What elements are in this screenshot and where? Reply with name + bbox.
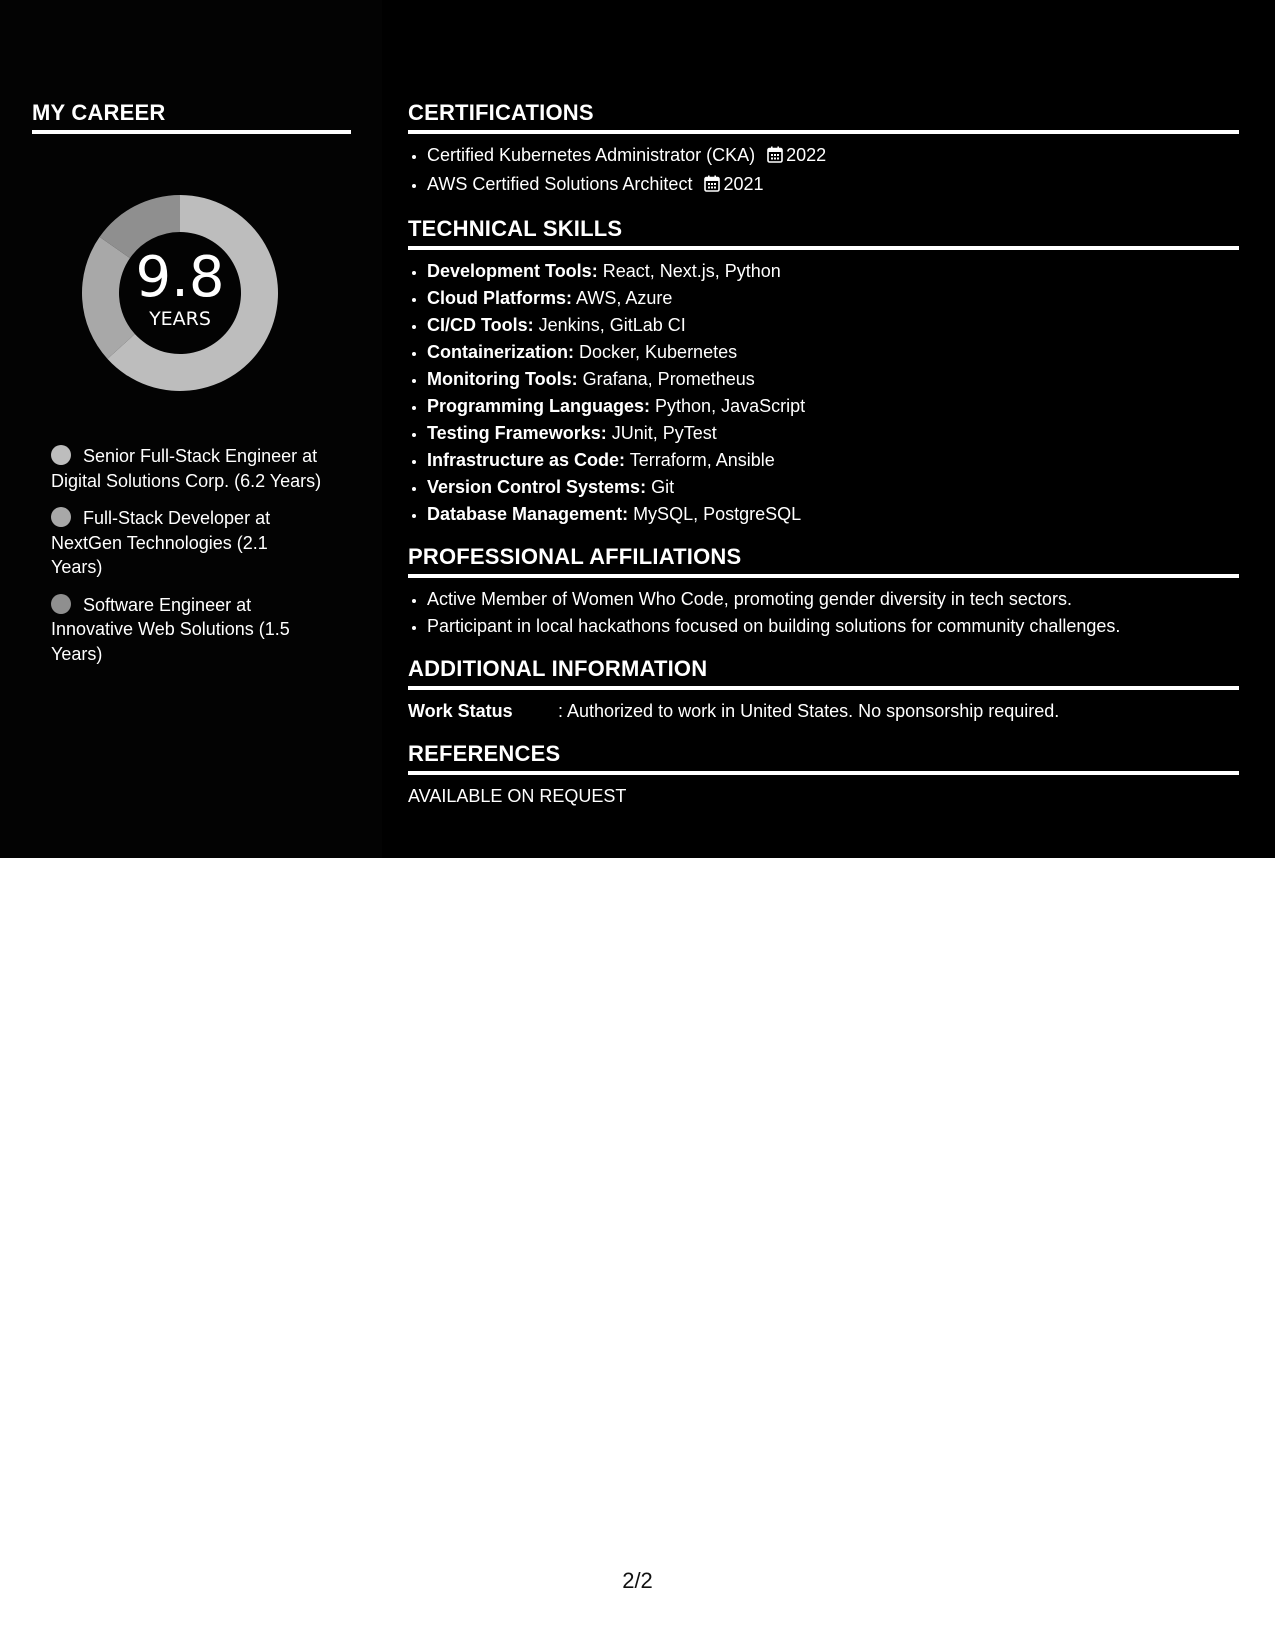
role-text: Software Engineer at Innovative Web Solutions (1.5 Years) [51,594,290,664]
role-color-dot [51,594,71,614]
certification-name: AWS Certified Solutions Architect [427,174,693,194]
skill-category: CI/CD Tools: [427,315,534,335]
skill-item [427,447,1239,474]
career-section-title: MY CAREER [32,100,351,134]
additional-info-title: ADDITIONAL INFORMATION [408,656,1239,690]
calendar-icon [767,144,783,171]
page-number: 2/2 [622,1568,653,1593]
skill-values: Docker, Kubernetes [574,342,738,362]
skill-category: Cloud Platforms: [427,288,573,308]
certifications-title: CERTIFICATIONS [408,100,1239,134]
skill-values: MySQL, PostgreSQL [628,504,802,524]
skill-item [427,312,1239,339]
certification-item [427,171,1239,200]
total-years-unit: YEARS [149,308,211,330]
work-status-label: Work Status [408,701,513,721]
right-column [408,100,1239,810]
skill-item [427,366,1239,393]
role-text: Senior Full-Stack Engineer at Digital Solutions Corp. (6.2 Years) [51,446,322,491]
certification-item [427,142,1239,171]
role-text: Full-Stack Developer at NextGen Technologies (2.1 Years) [51,508,271,577]
skill-item [427,285,1239,312]
skill-item [427,501,1239,528]
skill-values: Grafana, Prometheus [577,369,755,389]
skill-category: Version Control Systems: [427,477,647,497]
certification-year: 2022 [786,145,827,165]
left-column [0,0,382,858]
skill-item [427,393,1239,420]
career-donut-chart [65,178,295,408]
skill-category: Programming Languages: [427,396,651,416]
skill-values: JUnit, PyTest [606,423,717,443]
work-status-row [408,698,1239,725]
career-role-item [51,593,322,667]
career-roles-list [32,444,322,666]
skill-category: Development Tools: [427,261,598,281]
certifications-list [408,142,1239,200]
skill-values: React, Next.js, Python [597,261,781,281]
skill-values: Python, JavaScript [650,396,806,416]
calendar-icon [704,173,720,200]
skill-item [427,258,1239,285]
affiliations-list [408,586,1239,640]
skill-item [427,420,1239,447]
technical-skills-title: TECHNICAL SKILLS [408,216,1239,250]
affiliation-item: • Participant in local hackathons focused on building solutions for community challenges. [427,613,1239,640]
skill-category: Infrastructure as Code: [427,450,626,470]
references-text: AVAILABLE ON REQUEST [408,786,627,806]
references-title: REFERENCES [408,741,1239,775]
affiliation-item: • Active Member of Women Who Code, promoting gender diversity in tech sectors. [427,586,1239,613]
certification-year: 2021 [723,174,764,194]
technical-skills-list [408,258,1239,528]
total-years-value: 9.8 [135,245,225,310]
skill-category: Database Management: [427,504,629,524]
role-color-dot [51,507,71,527]
skill-item [427,339,1239,366]
affiliations-title: PROFESSIONAL AFFILIATIONS [408,544,1239,578]
skill-values: Git [646,477,675,497]
certification-name: Certified Kubernetes Administrator (CKA) [427,145,756,165]
career-role-item [51,506,322,580]
skill-category: Containerization: [427,342,574,362]
career-role-item [51,444,322,493]
work-status-value: : Authorized to work in United States. No sponsorship required. [558,701,1060,721]
skill-values: Jenkins, GitLab CI [533,315,686,335]
skill-category: Monitoring Tools: [427,369,578,389]
skill-item [427,474,1239,501]
skill-category: Testing Frameworks: [427,423,607,443]
skill-values: AWS, Azure [572,288,673,308]
role-color-dot [51,445,71,465]
skill-values: Terraform, Ansible [625,450,775,470]
